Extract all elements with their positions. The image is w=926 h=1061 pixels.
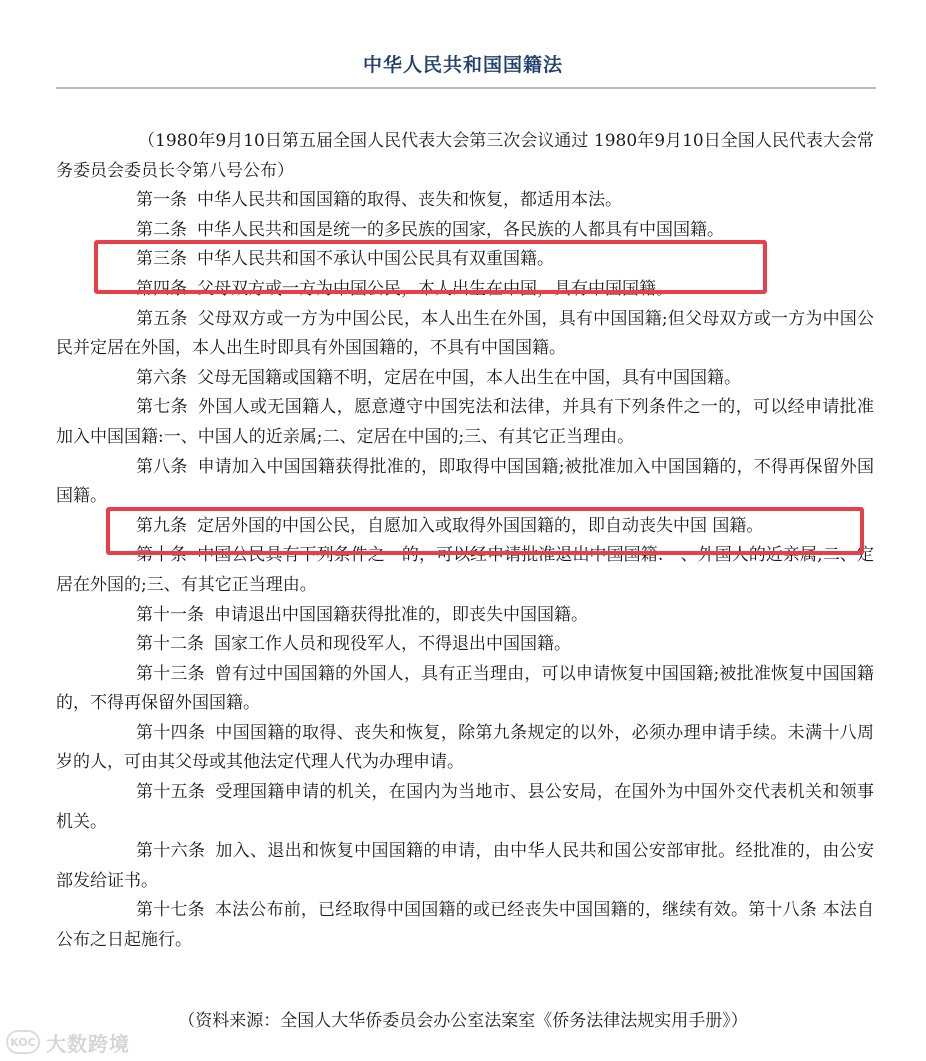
article-number: 第二条 — [136, 219, 187, 240]
article-number: 第六条 — [136, 367, 187, 388]
article-text: 外国人或无国籍人，愿意遵守中国宪法和法律，并具有下列条件之一的，可以经申请批准加入中国国籍:一、中国人的近亲属;二、定居在中国的;三、有其它正当理由。 — [56, 397, 875, 447]
article-17 — [56, 896, 874, 955]
article-number: 第九条 — [136, 515, 187, 536]
highlight-box-article-3 — [94, 240, 767, 294]
article-text: 申请退出中国国籍获得批准的，即丧失中国国籍。 — [214, 604, 588, 625]
article-number: 第八条 — [136, 456, 188, 477]
watermark-logo: KOC — [6, 1030, 40, 1054]
article-number: 第十七条 — [136, 900, 205, 921]
article-12 — [56, 630, 874, 660]
source-citation: （资料来源：全国人大华侨委员会办公室法案室《侨务法律法规实用手册》） — [178, 1011, 748, 1031]
article-6 — [56, 364, 874, 394]
article-text: 定居外国的中国公民，自愿加入或取得外国国籍的，即自动丧失中国 国籍。 — [197, 515, 764, 536]
article-number: 第五条 — [136, 308, 188, 329]
article-text: 国家工作人员和现役军人，不得退出中国国籍。 — [214, 634, 571, 655]
article-16 — [56, 837, 874, 896]
article-text: 父母双方或一方为中国公民，本人出生在外国，具有中国国籍;但父母双方或一方为中国公民并定居在外国，本人出生时即具有外国国籍的，不具有中国国籍。 — [56, 308, 874, 359]
article-text: 申请加入中国国籍获得批准的，即取得中国国籍;被批准加入中国国籍的，不得再保留外国国籍。 — [56, 456, 874, 507]
article-11 — [56, 601, 874, 631]
article-text: 父母无国籍或国籍不明，定居在中国，本人出生在中国，具有中国国籍。 — [197, 367, 741, 388]
article-number: 第十三条 — [136, 663, 205, 684]
article-text: 受理国籍申请的机关，在国内为当地市、县公安局，在国外为中国外交代表机关和领事机关。 — [56, 782, 875, 832]
article-number: 第七条 — [136, 397, 189, 418]
article-13 — [56, 660, 874, 719]
article-number: 第四条 — [136, 278, 187, 299]
article-7 — [56, 393, 874, 452]
article-text: 本法公布前，已经取得中国国籍的或已经丧失中国国籍的，继续有效。第十八条 本法自公布之日起施行。 — [56, 900, 875, 951]
article-text: 中华人民共和国是统一的多民族的国家，各民族的人都具有中国国籍。 — [197, 219, 724, 240]
article-14 — [56, 719, 874, 778]
article-text: 加入、退出和恢复中国国籍的申请，由中华人民共和国公安部审批。经批准的，由公安部发给证书。 — [56, 841, 875, 891]
article-8 — [56, 453, 874, 512]
article-number: 第三条 — [136, 249, 187, 270]
article-number: 第十四条 — [136, 722, 206, 743]
watermark-text: 大数跨境 — [46, 1031, 130, 1056]
preamble: （1980年9月10日第五届全国人民代表大会第三次会议通过 1980年9月10日全国人民代表大会常务委员会委员长令第八号公布） — [56, 131, 874, 181]
article-number: 第十五条 — [136, 782, 206, 803]
article-number: 第十二条 — [136, 634, 204, 655]
article-text: 中国国籍的取得、丧失和恢复，除第九条规定的以外，必须办理申请手续。未满十八周岁的人，可由其父母或其他法定代理人代为办理申请。 — [56, 722, 875, 773]
article-text: 中华人民共和国国籍的取得、丧失和恢复，都适用本法。 — [197, 190, 622, 211]
article-text: 父母双方或一方为中国公民，本人出生在中国，具有中国国籍。 — [197, 278, 673, 299]
article-text: 中华人民共和国不承认中国公民具有双重国籍。 — [197, 249, 554, 270]
article-number: 第十条 — [136, 545, 188, 566]
article-text: 中国公民具有下列条件之一的，可以经申请批准退出中国国籍:一、外国人的近亲属;二、定居在外国的;三、有其它正当理由。 — [56, 545, 874, 595]
watermark — [6, 1027, 130, 1057]
article-number: 第十六条 — [136, 841, 206, 862]
article-5 — [56, 305, 874, 364]
article-number: 第十一条 — [136, 604, 204, 625]
article-1 — [56, 186, 874, 216]
article-number: 第一条 — [136, 190, 187, 211]
title-divider — [56, 87, 876, 89]
article-15 — [56, 778, 874, 837]
article-text: 曾有过中国国籍的外国人，具有正当理由，可以申请恢复中国国籍;被批准恢复中国国籍的，不得再保留外国国籍。 — [56, 663, 875, 714]
highlight-box-article-9 — [106, 507, 864, 555]
document-title: 中华人民共和国国籍法 — [362, 54, 563, 76]
